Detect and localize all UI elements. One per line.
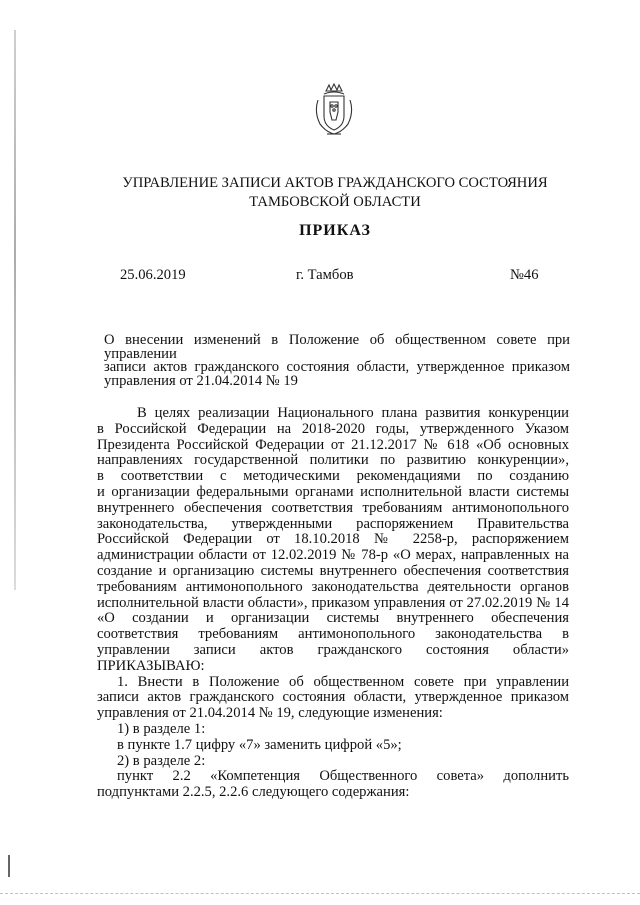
document-city: г. Тамбов	[296, 267, 354, 283]
preamble	[97, 406, 569, 659]
preamble-line: «О создании и организации системы внутреннего обеспечения	[97, 610, 569, 627]
preamble-line: и организации федеральными органами исполнительной власти системы	[97, 483, 569, 500]
order-item-1	[97, 675, 569, 722]
item-line: записи актов гражданского состояния области, утвержденное приказом	[97, 689, 569, 706]
item-line: 1. Внести в Положение об общественном совете при управлении	[117, 673, 569, 690]
preamble-line: в Российской Федерации на 2018-2020 годы, утвержденного Указом	[97, 420, 569, 437]
subject-line: записи актов гражданского состояния области, утвержденное приказом	[104, 359, 570, 375]
document-type: ПРИКАЗ	[299, 222, 371, 239]
preamble-line: В целях реализации Национального плана развития конкуренции	[137, 405, 569, 421]
subject-line: управления от 21.04.2014 № 19	[104, 372, 298, 389]
preamble-line: требованиям антимонопольного законодательства деятельности органов	[97, 578, 569, 595]
document-number: №46	[510, 267, 539, 283]
preamble-line: внутреннего обеспечения соответствия требованиям антимонопольного	[97, 499, 569, 516]
scan-bottom-mark	[8, 855, 10, 877]
subitem-1-text: в пункте 1.7 цифру «7» заменить цифрой «5»;	[117, 736, 402, 753]
preamble-line: администрации области от 12.02.2019 № 78-р «О мерах, направленных на	[97, 547, 569, 564]
preamble-line: создание и организацию системы внутреннего обеспечения соответствия	[97, 562, 569, 579]
organization-name	[90, 174, 580, 212]
preamble-line: Президента Российской Федерации от 21.12.2017 № 618 «Об основных	[97, 436, 569, 453]
org-name-line: ТАМБОВСКОЙ ОБЛАСТИ	[249, 194, 421, 210]
preamble-line: Российской Федерации от 18.10.2018 № 2258-р, распоряжением	[97, 531, 569, 548]
preamble-line: направлениях государственной политики по развитию конкуренции»,	[97, 452, 569, 469]
subitem-1-heading: 1) в разделе 1:	[117, 720, 206, 737]
preamble-line: соответствия требованиям антимонопольного законодательства в	[97, 626, 569, 643]
subitem-2-heading: 2) в разделе 2:	[117, 752, 206, 769]
subitem-2-line: подпунктами 2.2.5, 2.2.6 следующего содержания:	[97, 784, 410, 801]
preamble-line: законодательства, утвержденными распоряжением Правительства	[97, 515, 569, 532]
coat-of-arms-emblem	[312, 82, 356, 138]
preamble-line: в соответствии с методическими рекомендациями по созданию	[97, 468, 569, 485]
preamble-line: управлении записи актов гражданского состояния области»	[97, 641, 569, 658]
scan-bottom-edge	[0, 893, 640, 894]
subitem-2-line: пункт 2.2 «Компетенция Общественного совета» дополнить	[117, 768, 569, 785]
scan-left-edge	[14, 30, 16, 590]
document-subject	[104, 334, 570, 388]
preamble-line: исполнительной власти области», приказом управления от 27.02.2019 № 14	[97, 594, 569, 611]
document-date: 25.06.2019	[120, 267, 186, 283]
document-body	[97, 406, 569, 801]
org-name-line: УПРАВЛЕНИЕ ЗАПИСИ АКТОВ ГРАЖДАНСКОГО СОСТОЯНИЯ	[122, 175, 548, 191]
item-line: управления от 21.04.2014 № 19, следующие изменения:	[97, 705, 443, 722]
subject-line: О внесении изменений в Положение об общественном совете при управлении	[104, 332, 570, 362]
order-word: ПРИКАЗЫВАЮ:	[97, 657, 205, 674]
